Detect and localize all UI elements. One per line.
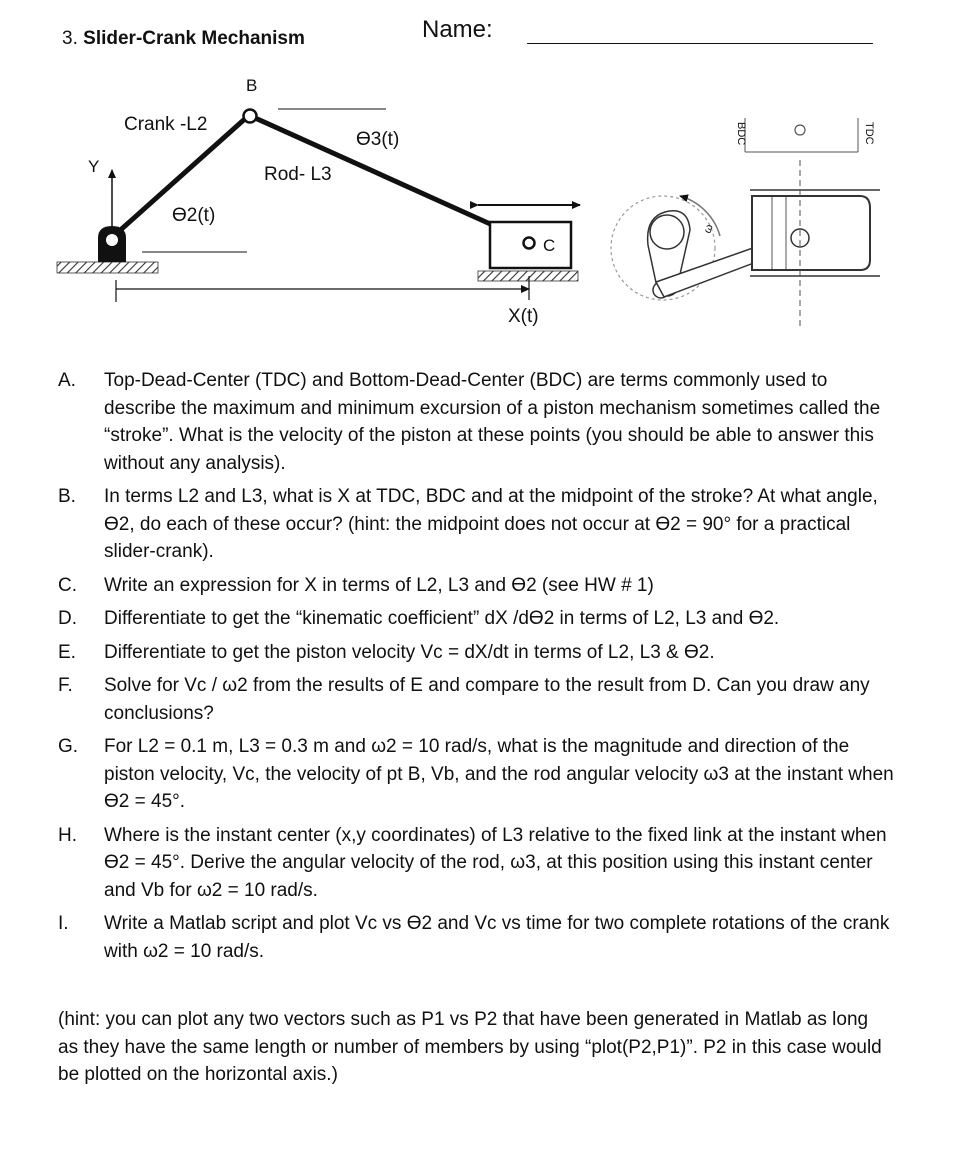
theta2-label: ϴ2(t) <box>172 205 216 226</box>
question-text: Top-Dead-Center (TDC) and Bottom-Dead-Center (BDC) are terms commonly used to describe the maximum and minimum excursion of a piston mechanism sometimes called the “stroke”. What is the velocity of the piston at these points (you should be able to answer this without any analysis). <box>104 370 881 474</box>
tdc-label: TDC <box>863 122 875 145</box>
joint-b-icon <box>244 110 257 123</box>
crank-label: Crank -L2 <box>124 114 208 135</box>
question-list <box>58 367 898 971</box>
question-text: For L2 = 0.1 m, L3 = 0.3 m and ω2 = 10 rad/s, what is the magnitude and direction of the piston velocity, Vc, the velocity of pt B, Vb, and the rod angular velocity ω3 at the instant when ϴ2 = 45°. <box>104 736 894 812</box>
question-item <box>58 483 898 566</box>
question-item <box>58 672 898 727</box>
question-letter: A. <box>58 370 76 391</box>
point-c-label: C <box>543 236 556 255</box>
question-item <box>58 639 898 667</box>
question-text: Differentiate to get the piston velocity Vc = dX/dt in terms of L2, L3 & ϴ2. <box>104 641 715 663</box>
slider-crank-diagram <box>0 60 961 350</box>
question-item <box>58 605 898 633</box>
question-item <box>58 910 898 965</box>
problem-number: 3. <box>62 28 78 49</box>
point-b-label: B <box>246 76 258 95</box>
question-item <box>58 572 898 600</box>
bdc-label: BDC <box>735 122 747 146</box>
joint-c-icon <box>524 238 535 249</box>
problem-title-text: Slider-Crank Mechanism <box>83 28 305 49</box>
rod-label: Rod- L3 <box>264 164 332 185</box>
ground-hatch-slider <box>478 271 578 281</box>
question-letter: E. <box>58 641 76 663</box>
name-label: Name: <box>422 16 493 43</box>
question-letter: D. <box>58 608 77 629</box>
theta3-label: ϴ3(t) <box>356 129 400 150</box>
question-text: Solve for Vc / ω2 from the results of E and compare to the result from D. Can you draw any conclusions? <box>104 675 870 724</box>
name-field-line[interactable] <box>527 43 873 44</box>
question-letter: I. <box>58 913 69 934</box>
question-text: Write a Matlab script and plot Vc vs ϴ2 and Vc vs time for two complete rotations of the crank with ω2 = 10 rad/s. <box>104 913 890 962</box>
matlab-hint: (hint: you can plot any two vectors such as P1 vs P2 that have been generated in Matlab as long as they have the same length or number of members by using “plot(P2,P1)”. P2 in this case would be plotted on the horizontal axis.) <box>58 1009 882 1085</box>
question-letter: H. <box>58 824 77 846</box>
question-item <box>58 733 898 816</box>
piston-engine-illustration <box>611 118 880 330</box>
question-text: Write an expression for X in terms of L2, L3 and ϴ2 (see HW # 1) <box>104 574 654 596</box>
question-text: Differentiate to get the “kinematic coefficient” dX /dϴ2 in terms of L2, L3 and ϴ2. <box>104 608 780 629</box>
question-letter: B. <box>58 486 76 507</box>
question-letter: C. <box>58 574 77 596</box>
question-item <box>58 367 898 477</box>
question-text: Where is the instant center (x,y coordinates) of L3 relative to the fixed link at the instant when ϴ2 = 45°. Derive the angular velocity of the rod, ω3, at this position using this instant center and Vb for ω2 = 10 rad/s. <box>104 824 887 901</box>
x-dimension-label: X(t) <box>508 306 539 327</box>
question-text: In terms L2 and L3, what is X at TDC, BDC and at the midpoint of the stroke? At what angle, ϴ2, do each of these occur? (hint: the midpoint does not occur at ϴ2 = 90° for a practical slider-crank). <box>104 486 878 562</box>
omega-label: ω <box>701 222 716 236</box>
y-axis-label: Y <box>88 157 100 176</box>
question-letter: G. <box>58 736 79 757</box>
problem-title <box>62 28 305 50</box>
ground-hatch-left <box>57 262 158 273</box>
question-letter: F. <box>58 675 73 696</box>
question-item <box>58 822 898 905</box>
